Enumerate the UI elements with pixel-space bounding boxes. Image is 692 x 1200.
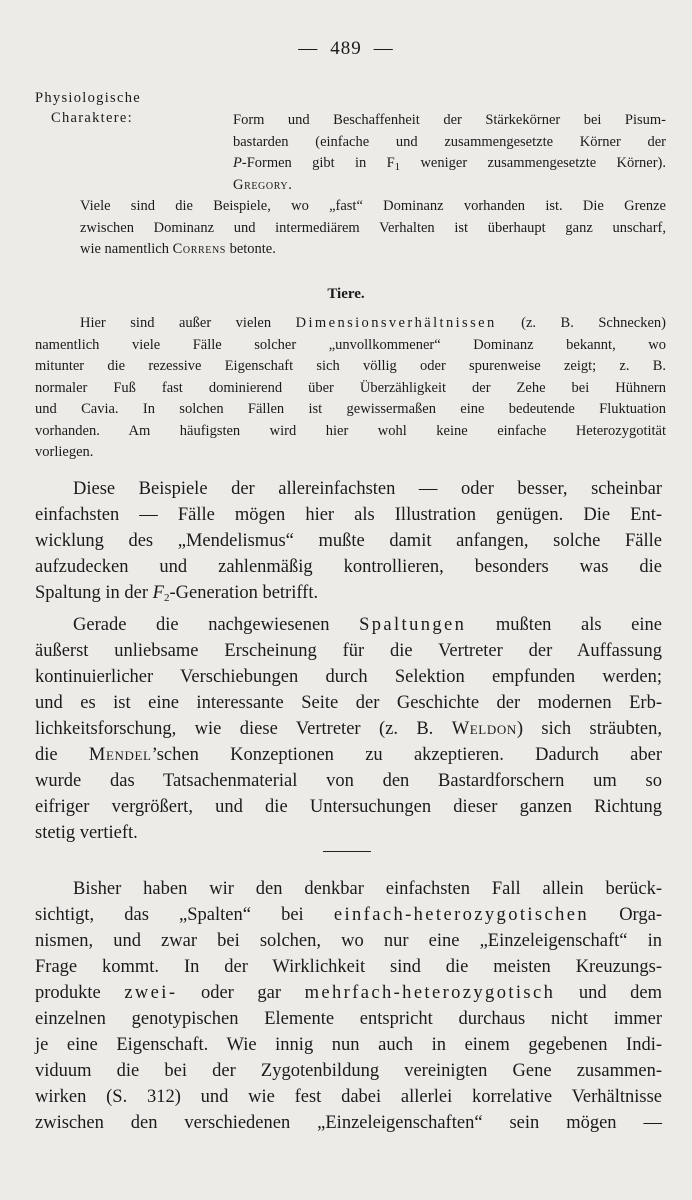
text-line: lichkeitsforschung, wie diese Vertreter (z. B. Weldon) sich sträubten, [35,719,662,739]
page-number-dash-left: — [298,38,319,59]
physiological-text [233,110,666,196]
section-divider [323,851,371,852]
text-line: Hier sind außer vielen Dimensionsverhältnissen (z. B. Schnecken) [80,315,666,331]
page-number-dash-right: — [373,38,394,59]
physiological-label-line1: Physiologische [35,90,142,106]
text-line: Gerade die nachgewiesenen Spaltungen mußten als eine [73,615,662,635]
text-line: kontinuierlicher Verschiebungen durch Selektion empfunden werden; [35,667,662,687]
text-line: zwischen den verschiedenen „Einzeleigenschaften“ sein mögen — [35,1113,662,1133]
text-line: eifriger vergrößert, und die Untersuchungen dieser ganzen Richtung [35,797,662,817]
text-line: sichtigt, das „Spalten“ bei einfach-heterozygotischen Orga- [35,905,662,925]
text-line: bastarden (einfache und zusammengesetzte Körner der [233,133,666,150]
page-number-value: 489 [330,38,362,59]
text-line: und Cavia. In solchen Fällen ist gewissermaßen eine bedeutende Fluktuation [35,401,666,417]
author-name: Weldon [451,719,517,739]
paragraph-1 [35,476,662,606]
text-line: einzelnen genotypischen Elemente entspricht durchaus nicht immer [35,1009,662,1029]
text-line: wirken (S. 312) und wie fest dabei allerlei korrelative Verhältnisse [35,1087,662,1107]
text-line: Form und Beschaffenheit der Stärkekörner bei Pisum- [233,112,666,128]
text-line: die Mendel’schen Konzeptionen zu akzeptieren. Dadurch aber [35,745,662,765]
text-line: zwischen Dominanz und intermediärem Verhalten ist überhaupt ganz unscharf, [80,219,666,236]
author-name: Gregory. [233,176,293,193]
text-line: je eine Eigenschaft. Wie innig nun auch in einem gegebenen Indi- [35,1035,662,1055]
text-line: nismen, und zwar bei solchen, wo nur eine „Einzeleigenschaft“ in [35,931,662,951]
text-line: stetig vertieft. [35,823,138,843]
dominance-paragraph [35,196,666,261]
text-line: Spaltung in der $F_2$-Generation betrifft. [35,583,319,604]
paragraph-2 [35,612,662,846]
physiological-label-line2: Charaktere: [51,110,133,126]
text-line: wie namentlich Correns betonte. [80,241,276,257]
text-line: Viele sind die Beispiele, wo „fast“ Dominanz vorhanden ist. Die Grenze [80,198,666,214]
text-line: aufzudecken und zahlenmäßig kontrollieren, besonders was die [35,557,662,577]
text-line: namentlich viele Fälle solcher „unvollkommener“ Dominanz bekannt, wo [35,336,666,353]
text-line: Diese Beispiele der allereinfachsten — oder besser, scheinbar [73,479,662,499]
text-line: mitunter die rezessive Eigenschaft sich völlig oder spurenweise zeigt; z. B. [35,358,666,374]
physiological-label [35,88,141,128]
text-line: und es ist eine interessante Seite der Geschichte der modernen Erb- [35,693,662,713]
text-line: produkte zwei- oder gar mehrfach-heterozygotisch und dem [35,983,662,1003]
text-line: wurde das Tatsachenmaterial von den Bastardforschern um so [35,771,662,791]
text-line: einfachsten — Fälle mögen hier als Illustration genügen. Die Ent- [35,505,662,525]
page-number [0,38,692,60]
author-name: Correns [172,241,226,257]
text-line: vorliegen. [35,444,94,460]
text-line: wicklung des „Mendelismus“ mußte damit anfangen, solche Fälle [35,531,662,551]
animals-paragraph [35,313,666,464]
text-line: Frage kommt. In der Wirklichkeit sind die meisten Kreuzungs- [35,957,662,977]
text-line: vorhanden. Am häufigsten wird hier wohl keine einfache Heterozygotität [35,422,666,439]
section-heading: Tiere. [327,286,365,302]
text-line: normaler Fuß fast dominierend über Überzähligkeit der Zehe bei Hühnern [35,379,666,396]
text-line: Bisher haben wir den denkbar einfachsten Fall allein berück- [73,879,662,899]
text-line: viduum die bei der Zygotenbildung vereinigten Gene zusammen- [35,1061,662,1081]
author-name: Mendel [88,745,152,765]
text-line: P-Formen gibt in $F_1$ weniger zusammengesetzte Körner). [233,155,666,173]
text-line: äußerst unliebsame Erscheinung für die Vertreter der Auffassung [35,641,662,661]
paragraph-3 [35,876,662,1136]
